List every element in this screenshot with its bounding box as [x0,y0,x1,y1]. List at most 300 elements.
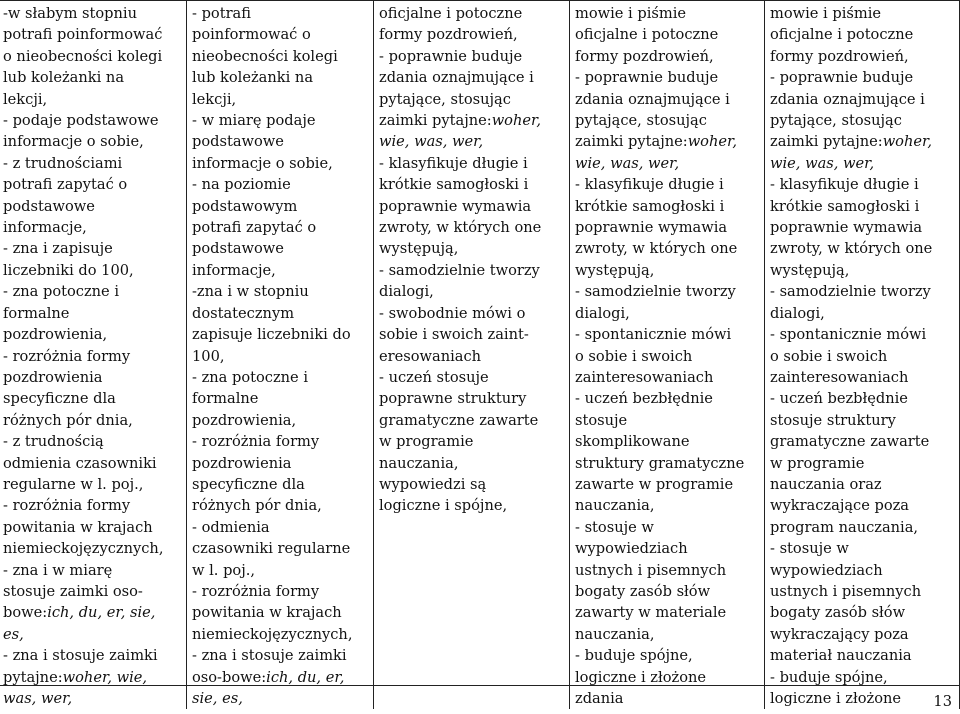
text-line [575,153,761,174]
line-text: - podaje podstawowe [3,112,159,130]
line-text: lekcji, [3,90,48,108]
line-text: wykraczający poza [770,625,909,643]
line-text: dostatecznym [192,304,295,322]
line-text: sobie i swoich zaint- [379,326,529,344]
line-text: lekcji, [192,90,237,108]
text-line [770,645,956,666]
text-line [3,410,183,431]
line-text: wypowiedzi są [379,475,487,493]
line-text: zdania [575,690,624,707]
line-text: - klasyfikuje długie i [379,154,528,172]
line-text: zaimki pytajne: [770,133,883,151]
text-line [192,602,370,623]
line-text: pytające, stosując [770,112,902,130]
text-line [379,324,566,345]
line-text: poprawnie wymawia [379,197,532,215]
line-text: stosuje zaimki oso- [3,582,143,600]
line-text: nauczania, [575,497,655,515]
text-line [192,110,370,131]
line-text: - uczeń bezbłędnie [575,390,713,408]
text-line [192,46,370,67]
line-text: dialogi, [379,283,434,301]
line-text: zwroty, w których one [575,240,738,258]
text-line [770,410,956,431]
text-line [575,24,761,45]
line-text: - zna i zapisuje [3,240,113,258]
line-text: formy pozdrowień, [770,47,909,65]
text-line [192,238,370,259]
text-line [770,110,956,131]
line-text: ustnych i pisemnych [575,561,727,579]
text-line [192,538,370,559]
text-line [575,581,761,602]
text-line [3,303,183,324]
text-line [575,281,761,302]
line-text: struktury gramatyczne [575,454,745,472]
text-line [3,174,183,195]
line-text: bogaty zasób słów [770,604,906,622]
line-text: pozdrowienia [192,454,292,472]
line-text: pozdrowienia, [3,326,108,344]
line-text: o nieobecności kolegi [3,47,163,65]
text-line [192,495,370,516]
line-text: - stosuje w [770,540,849,558]
text-line [575,688,761,709]
text-line [770,431,956,452]
text-line [575,517,761,538]
line-text: - klasyfikuje długie i [575,176,724,194]
line-text: zaimki pytajne: [379,112,492,130]
text-line [3,110,183,131]
text-line [770,153,956,174]
text-line [379,431,566,452]
line-text: -zna i w stopniu [192,283,309,301]
line-text: - poprawnie buduje [575,69,719,87]
line-italic-text: woher, [882,133,933,151]
table-column-3 [373,1,569,709]
line-text: zwroty, w których one [379,219,542,237]
line-text: informacje o sobie, [192,154,333,172]
line-text: - swobodnie mówi o [379,304,526,322]
line-text: zawarty w materiale [575,604,727,622]
text-line [379,474,566,495]
line-text: - zna potoczne i [3,283,119,301]
line-text: zainteresowaniach [770,368,909,386]
text-line [379,238,566,259]
line-text: gramatyczne zawarte [770,433,930,451]
line-text: dialogi, [770,304,825,322]
text-line [770,688,956,709]
line-text: pozdrowienia [3,368,103,386]
text-line [379,346,566,367]
line-text: zawarte w programie [575,475,734,493]
line-text: nauczania, [575,625,655,643]
line-text: pytajne: [3,668,63,686]
line-text: poprawne struktury [379,390,527,408]
text-line [3,153,183,174]
text-line [770,89,956,110]
text-line [770,324,956,345]
text-line [3,645,183,666]
text-line [770,474,956,495]
line-text: logiczne i złożone [575,668,707,686]
line-italic-text: woher, [687,133,738,151]
text-line [3,538,183,559]
line-text: bowe: [3,604,48,622]
text-line [3,367,183,388]
table-column-5 [764,1,960,709]
line-text: pytające, stosując [575,112,707,130]
line-text: podstawowe [192,133,284,151]
line-text: - zna potoczne i [192,368,308,386]
text-line [770,281,956,302]
line-text: - spontanicznie mówi [770,326,927,344]
text-line [379,131,566,152]
text-line [770,24,956,45]
text-line [575,538,761,559]
text-line [379,281,566,302]
text-line [770,67,956,88]
line-text: odmienia czasowniki [3,454,157,472]
line-text: formy pozdrowień, [379,26,518,44]
text-line [770,303,956,324]
line-text: formy pozdrowień, [575,47,714,65]
line-text: potrafi zapytać o [192,219,317,237]
text-line [770,388,956,409]
line-text: lub koleżanki na [192,69,314,87]
line-text: - uczeń bezbłędnie [770,390,908,408]
text-line [770,667,956,688]
line-text: występują, [770,261,850,279]
line-text: logiczne i złożone [770,690,902,707]
line-text: - spontanicznie mówi [575,326,732,344]
line-italic-text: woher, [491,112,542,130]
text-line [379,153,566,174]
text-line [575,453,761,474]
line-text: informacje o sobie, [3,133,144,151]
line-italic-text: wie, was, wer, [379,133,484,151]
line-text: podstawowym [192,197,298,215]
text-line [192,667,370,688]
text-line [379,174,566,195]
line-text: nieobecności kolegi [192,47,338,65]
text-line [3,453,183,474]
text-line [192,260,370,281]
text-line [192,196,370,217]
text-line [3,474,183,495]
line-text: - rozróżnia formy [3,347,131,365]
line-text: zdania oznajmujące i [379,69,534,87]
line-text: w programie [770,454,865,472]
line-text: podstawowe [192,240,284,258]
line-text: powitania w krajach [3,518,153,536]
line-text: niemieckojęzycznych, [3,540,164,558]
text-line [3,431,183,452]
line-text: formalne [192,390,259,408]
text-line [3,196,183,217]
line-text: bogaty zasób słów [575,582,711,600]
line-text: potrafi zapytać o [3,176,128,194]
text-line [379,110,566,131]
line-text: - rozróżnia formy [192,433,320,451]
text-line [379,196,566,217]
line-text: - samodzielnie tworzy [379,261,540,279]
line-italic-text: was, wer, [3,690,73,707]
line-text: eresowaniach [379,347,482,365]
text-line [575,196,761,217]
text-line [575,431,761,452]
line-text: w programie [379,433,474,451]
text-line [770,260,956,281]
line-text: oficjalne i potoczne [575,26,719,44]
line-text: - samodzielnie tworzy [575,283,736,301]
text-line [379,388,566,409]
text-line [770,453,956,474]
line-text: -w słabym stopniu [3,5,137,22]
text-line [3,217,183,238]
line-text: podstawowe [3,197,95,215]
line-text: - w miarę podaje [192,112,316,130]
line-text: mowie i piśmie [770,5,882,22]
text-line [3,260,183,281]
text-line [575,410,761,431]
text-line [3,560,183,581]
line-text: lub koleżanki na [3,69,125,87]
text-line [3,3,183,24]
line-text: informacje, [3,219,87,237]
text-line [379,303,566,324]
line-text: pozdrowienia, [192,411,297,429]
text-line [3,238,183,259]
text-line [3,495,183,516]
text-line [3,281,183,302]
text-line [3,24,183,45]
line-text: - zna i stosuje zaimki [192,647,347,665]
text-line [575,131,761,152]
text-line [770,602,956,623]
text-line [192,581,370,602]
line-text: różnych pór dnia, [3,411,133,429]
text-line [192,174,370,195]
text-line [770,238,956,259]
text-line [575,238,761,259]
text-line [770,346,956,367]
line-text: - rozróżnia formy [192,582,320,600]
line-text: krótkie samogłoski i [379,176,529,194]
line-text: - klasyfikuje długie i [770,176,919,194]
line-italic-text: wie, was, wer, [770,154,875,172]
line-text: - buduje spójne, [770,668,888,686]
line-text: - zna i w miarę [3,561,113,579]
text-line [3,517,183,538]
text-line [192,281,370,302]
text-line [3,602,183,623]
text-line [770,217,956,238]
text-line [575,602,761,623]
line-italic-text: wie, was, wer, [575,154,680,172]
text-line [770,581,956,602]
line-text: mowie i piśmie [575,5,687,22]
line-text: oso-bowe: [192,668,267,686]
text-line [192,688,370,709]
line-text: - z trudnościami [3,154,123,172]
text-line [3,688,183,709]
line-text: informacje, [192,261,276,279]
text-line [770,131,956,152]
text-line [192,453,370,474]
text-line [3,346,183,367]
text-line [3,131,183,152]
text-line [575,474,761,495]
text-line [770,560,956,581]
line-text: ustnych i pisemnych [770,582,922,600]
line-text: krótkie samogłoski i [575,197,725,215]
text-line [575,324,761,345]
line-text: zdania oznajmujące i [770,90,925,108]
text-line [192,324,370,345]
line-text: zapisuje liczebniki do [192,326,351,344]
text-line [575,260,761,281]
text-line [575,645,761,666]
text-line [379,260,566,281]
line-italic-text: ich, du, er, [266,668,345,686]
text-line [192,303,370,324]
line-text: poprawnie wymawia [575,219,728,237]
text-line [379,24,566,45]
line-text: poprawnie wymawia [770,219,923,237]
text-line [379,217,566,238]
text-line [575,174,761,195]
table-column-2 [186,1,373,709]
text-line [575,217,761,238]
table-column-4 [569,1,764,709]
text-line [192,624,370,645]
line-text: zdania oznajmujące i [575,90,730,108]
line-text: w l. poj., [192,561,256,579]
line-text: 100, [192,347,225,365]
text-line [575,67,761,88]
line-text: różnych pór dnia, [192,497,322,515]
line-text: dialogi, [575,304,630,322]
text-line [192,131,370,152]
text-line [770,3,956,24]
line-text: materiał nauczania [770,647,912,665]
line-text: czasowniki regularne [192,540,351,558]
text-line [192,153,370,174]
text-line [575,303,761,324]
text-line [575,346,761,367]
line-text: potrafi poinformować [3,26,163,44]
text-line [3,581,183,602]
text-line [192,67,370,88]
text-line [770,46,956,67]
text-line [379,67,566,88]
page-number: 13 [933,693,952,710]
line-text: pytające, stosując [379,90,511,108]
line-text: występują, [379,240,459,258]
text-line [770,624,956,645]
text-line [379,367,566,388]
text-line [192,3,370,24]
line-text: wypowiedziach [575,540,688,558]
line-text: o sobie i swoich [575,347,693,365]
line-text: niemieckojęzycznych, [192,625,353,643]
line-text: wykraczające poza [770,497,910,515]
line-text: - poprawnie buduje [770,69,914,87]
line-text: zwroty, w których one [770,240,933,258]
line-text: formalne [3,304,70,322]
text-line [192,217,370,238]
text-line [575,667,761,688]
line-text: - odmienia [192,518,270,536]
text-line [770,517,956,538]
text-line [192,388,370,409]
text-line [379,410,566,431]
text-line [575,624,761,645]
line-text: wypowiedziach [770,561,883,579]
line-text: krótkie samogłoski i [770,197,920,215]
line-text: - samodzielnie tworzy [770,283,931,301]
text-line [3,89,183,110]
text-line [770,367,956,388]
text-line [3,388,183,409]
text-line [575,560,761,581]
text-line [192,560,370,581]
line-text: powitania w krajach [192,604,342,622]
line-text: - stosuje w [575,518,654,536]
line-text: liczebniki do 100, [3,261,134,279]
line-text: - na poziomie [192,176,291,194]
line-text: - poprawnie buduje [379,47,523,65]
text-line [192,89,370,110]
text-line [379,46,566,67]
text-line [575,388,761,409]
line-italic-text: ich, du, er, sie, [47,604,156,622]
text-line [192,645,370,666]
text-line [770,538,956,559]
line-text: - uczeń stosuje [379,368,489,386]
text-line [192,517,370,538]
line-text: logiczne i spójne, [379,497,508,515]
line-text: oficjalne i potoczne [770,26,914,44]
text-line [575,367,761,388]
text-line [379,3,566,24]
text-line [770,196,956,217]
text-line [192,24,370,45]
text-line [575,46,761,67]
line-text: stosuje struktury [770,411,896,429]
line-text: specyficzne dla [192,475,305,493]
line-italic-text: es, [3,625,24,643]
text-line [575,495,761,516]
line-text: nauczania oraz [770,475,882,493]
line-text: skomplikowane [575,433,690,451]
line-text: program nauczania, [770,518,919,536]
text-line [3,324,183,345]
line-text: - potrafi [192,5,251,22]
text-line [575,3,761,24]
text-line [770,174,956,195]
line-italic-text: sie, es, [192,690,243,707]
line-text: stosuje [575,411,628,429]
line-text: zaimki pytajne: [575,133,688,151]
line-text: regularne w l. poj., [3,475,144,493]
text-line [770,495,956,516]
text-line [575,89,761,110]
table-column-1 [0,1,186,709]
line-text: występują, [575,261,655,279]
text-line [379,89,566,110]
